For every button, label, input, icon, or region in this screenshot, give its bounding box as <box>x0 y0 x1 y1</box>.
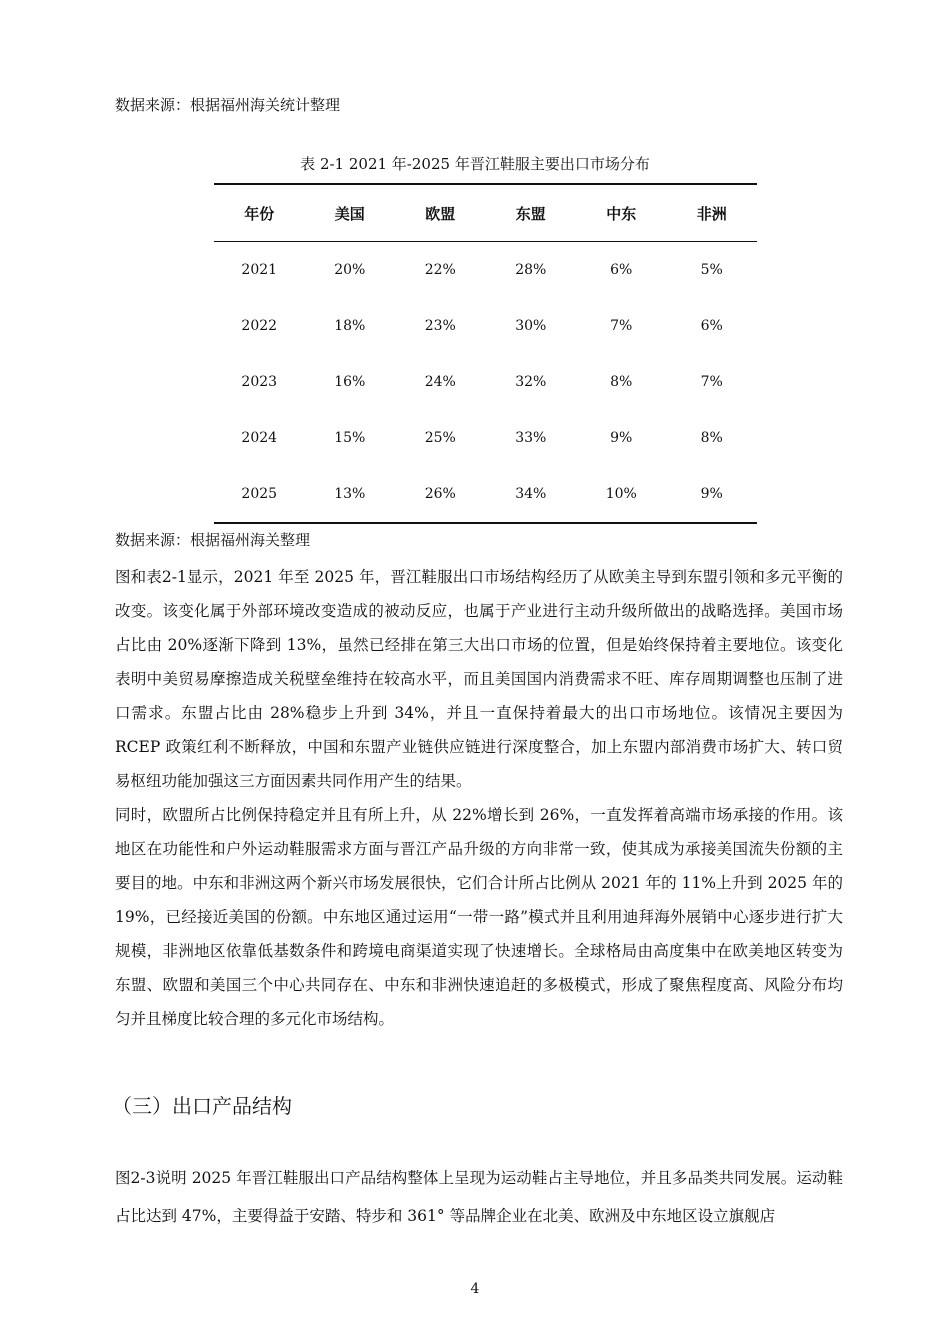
table-cell: 9% <box>667 466 758 523</box>
table-row <box>214 298 757 354</box>
header-cell: 美国 <box>305 184 396 242</box>
table-cell: 22% <box>424 262 456 278</box>
table-cell: 6% <box>610 262 633 278</box>
table-cell: 23% <box>424 318 456 334</box>
table-cell: 7% <box>700 374 723 390</box>
table-cell: 13% <box>305 466 396 523</box>
table-cell: 32% <box>515 374 547 390</box>
table-cell: 24% <box>424 374 456 390</box>
table-cell: 2022 <box>241 318 278 334</box>
header-cell: 非洲 <box>667 184 758 242</box>
table-cell: 2023 <box>241 374 278 390</box>
table-cell: 26% <box>395 466 486 523</box>
table-caption: 表 2-1 2021 年-2025 年晋江鞋服主要出口市场分布 <box>300 155 650 173</box>
table-cell: 2021 <box>241 262 278 278</box>
header-cell: 东盟 <box>486 184 577 242</box>
table-row <box>214 466 757 523</box>
section-heading: （三）出口产品结构 <box>112 1094 292 1118</box>
body-paragraph: 图2-3说明 2025 年晋江鞋服出口产品结构整体上呈现为运动鞋占主导地位，并且多品类共同发展。运动鞋占比达到 47%，主要得益于安踏、特步和 361° 等品牌企业在北美、欧洲及中东地区设立旗舰店 <box>115 1169 843 1225</box>
table-cell: 16% <box>334 374 366 390</box>
table-cell: 15% <box>334 430 366 446</box>
table-cell: 34% <box>486 466 577 523</box>
table-row <box>214 242 757 299</box>
table-cell: 33% <box>515 430 547 446</box>
table-header-row <box>214 184 757 242</box>
table-row <box>214 354 757 410</box>
table-cell: 8% <box>700 430 723 446</box>
table-cell: 7% <box>610 318 633 334</box>
table-cell: 8% <box>610 374 633 390</box>
header-cell: 中东 <box>576 184 667 242</box>
market-distribution-table <box>214 183 757 524</box>
table-cell: 25% <box>424 430 456 446</box>
header-cell: 欧盟 <box>395 184 486 242</box>
table-cell: 20% <box>334 262 366 278</box>
table-cell: 2025 <box>214 466 305 523</box>
body-paragraph: 同时，欧盟所占比例保持稳定并且有所上升，从 22%增长到 26%，一直发挥着高端市场承接的作用。该地区在功能性和户外运动鞋服需求方面与晋江产品升级的方向非常一致，使其成为承接美国流失份额的主要目的地。中东和非洲这两个新兴市场发展很快，它们合计所占比例从 2021 年的 11%上升到 2025 年的 19%，已经接近美国的份额。中东地区通过运用“一带一路”模式并且利用迪拜海外展销中心逐步进行扩大规模，非洲地区依靠低基数条件和跨境电商渠道实现了快速增长。全球格局由高度集中在欧美地区转变为东盟、欧盟和美国三个中心共同存在、中东和非洲快速追赶的多极模式，形成了聚焦程度高、风险分布均匀并且梯度比较合理的多元化市场结构。 <box>115 806 843 1028</box>
body-paragraph: 图和表2-1显示，2021 年至 2025 年，晋江鞋服出口市场结构经历了从欧美主导到东盟引领和多元平衡的改变。该变化属于外部环境改变造成的被动反应，也属于产业进行主动升级所做出的战略选择。美国市场占比由 20%逐渐下降到 13%，虽然已经排在第三大出口市场的位置，但是始终保持着主要地位。该变化表明中美贸易摩擦造成关税壁垒维持在较高水平，而且美国国内消费需求不旺、库存周期调整也压制了进口需求。东盟占比由 28%稳步上升到 34%，并且一直保持着最大的出口市场地位。该情况主要因为 RCEP 政策红利不断释放，中国和东盟产业链供应链进行深度整合，加上东盟内部消费市场扩大、转口贸易枢纽功能加强这三方面因素共同作用产生的结果。 <box>115 568 843 790</box>
header-cell: 年份 <box>214 184 305 242</box>
table-cell: 30% <box>515 318 547 334</box>
table-cell: 10% <box>576 466 667 523</box>
source-note-top: 数据来源：根据福州海关统计整理 <box>115 96 341 114</box>
table-row <box>214 410 757 466</box>
table-cell: 28% <box>515 262 547 278</box>
page-number: 4 <box>470 1281 480 1297</box>
table-cell: 18% <box>334 318 366 334</box>
table-cell: 2024 <box>241 430 278 446</box>
table-cell: 5% <box>700 262 723 278</box>
table-cell: 6% <box>700 318 723 334</box>
table-cell: 9% <box>610 430 633 446</box>
source-note-bottom: 数据来源：根据福州海关整理 <box>115 531 311 549</box>
